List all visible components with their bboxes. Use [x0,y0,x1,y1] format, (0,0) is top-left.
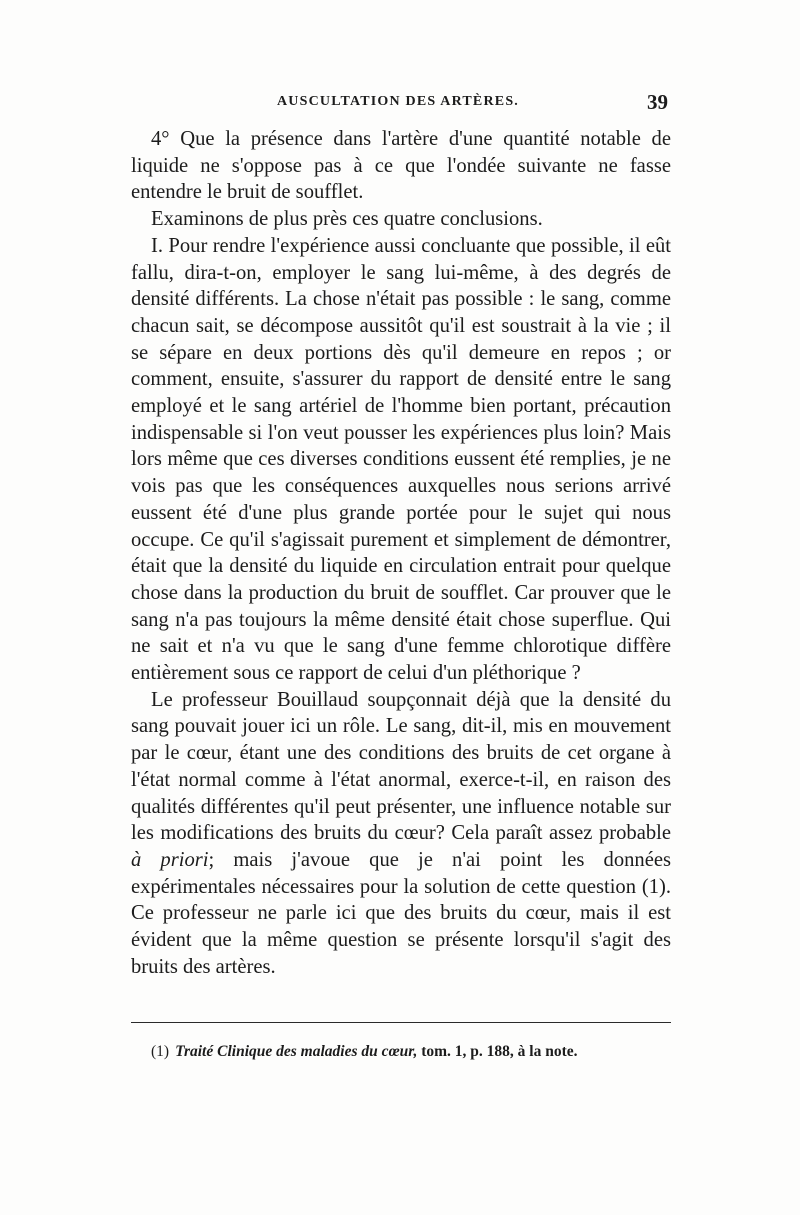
running-title: AUSCULTATION DES ARTÈRES. [276,94,520,109]
paragraph-conclusion-4: 4° Que la présence dans l'artère d'une quantité notable de liquide ne s'oppose pas à ce que l'ondée suivante ne fasse entendre le bruit de soufflet. [131,128,671,204]
running-head [128,90,668,120]
footnote [151,1042,671,1062]
body-text [131,126,671,981]
page-number: 39 [647,90,668,114]
paragraph-examinons: Examinons de plus près ces quatre conclusions. [151,208,543,231]
footnote-rule [131,1022,671,1023]
paragraph-bouillaud-text-b: ; mais j'avoue que je n'ai point les données expérimentales nécessaires pour la solution de cette question (1). Ce professeur ne parle ici que des bruits du cœur, mais il est évident que la même question se présente lorsqu'il s'agit des bruits des artères. [131,848,671,978]
paragraph-section-1: I. Pour rendre l'expérience aussi concluante que possible, il eût fallu, dira-t-on, employer le sang lui-même, à des degrés de densité différents. La chose n'était pas possible : le sang, comme chacun sait, se décompose aussitôt qu'il est soustrait à la vie ; il se sépare en deux portions dès qu'il demeure en repos ; or comment, ensuite, s'assurer du rapport de densité entre le sang employé et le sang artériel de l'homme bien portant, précaution indispensable si l'on veut pousser les expériences plus loin? Mais lors même que ces diverses conditions eussent été remplies, je ne vois pas que les conséquences auxquelles nous serions arrivé eussent été d'une plus grande portée pour le sujet qui nous occupe. Ce qu'il s'agissait purement et simplement de démontrer, était que la densité du liquide en circulation entrait pour quelque chose dans la production du bruit de soufflet. Car prouver que le sang n'a pas toujours la même densité était chose superflue. Qui ne sait et n'a vu que le sang d'une femme chlorotique diffère entièrement sous ce rapport de celui d'un pléthorique ? [131,234,671,685]
paragraph-bouillaud-italic: à priori [131,848,209,871]
paragraph-bouillaud [131,687,671,981]
paragraph-bouillaud-text-a: Le professeur Bouillaud soupçonnait déjà que la densité du sang pouvait jouer ici un rôle. Le sang, dit-il, mis en mouvement par le cœur, étant une des conditions des bruits de cet organe à l'état normal comme à l'état anormal, exerce-t-il, en raison des qualités différentes qu'il peut présenter, une influence notable sur les modifications des bruits du cœur? Cela paraît assez probable [131,688,671,845]
footnote-rest: tom. 1, p. 188, à la note. [421,1043,578,1060]
footnote-ref: (1) [151,1043,170,1060]
footnote-title: Traité Clinique des maladies du cœur, [175,1043,418,1060]
